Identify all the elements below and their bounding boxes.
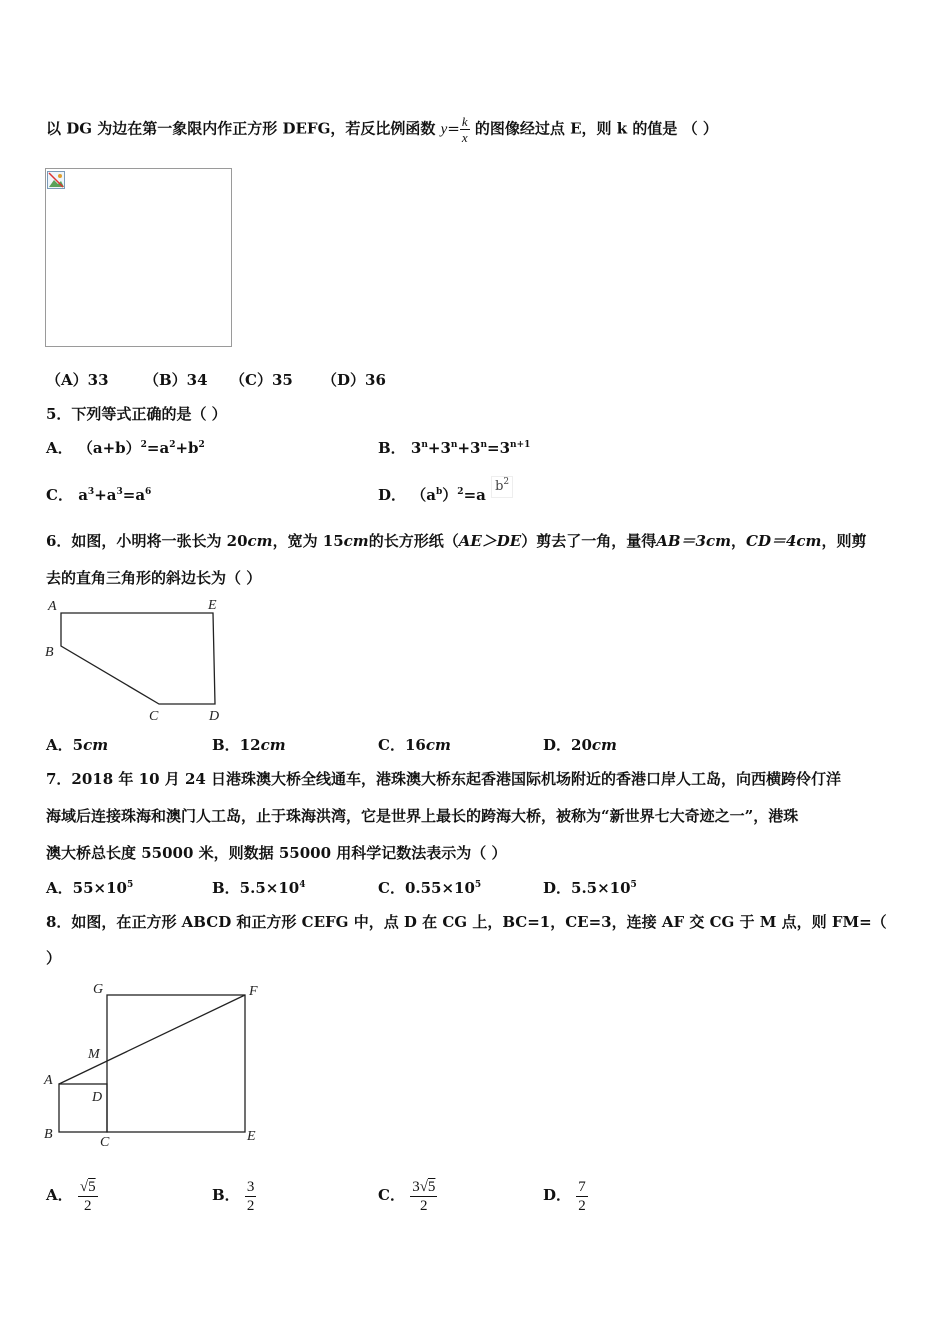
q6-label-b: B bbox=[45, 645, 54, 660]
q6-ae-de: AE＞DE bbox=[458, 532, 522, 550]
q6-line-2: 去的直角三角形的斜边长为（ ） bbox=[46, 569, 262, 587]
q6-ab: AB＝3 bbox=[656, 532, 706, 550]
q8-b-numerator: 3 bbox=[246, 1178, 255, 1195]
q7-d-exp: 5 bbox=[630, 880, 637, 890]
q5-a-exp3: 2 bbox=[198, 440, 205, 450]
q8-c-label: C． bbox=[378, 1186, 405, 1204]
q6-l1b: ，宽为 15 bbox=[272, 532, 344, 550]
q6-l1a: 6．如图，小明将一张长为 20 bbox=[46, 532, 248, 550]
q8-option-c[interactable] bbox=[378, 1172, 437, 1218]
sqrt-icon: √ bbox=[419, 1178, 428, 1195]
q5-option-c[interactable] bbox=[46, 485, 151, 505]
q5-c-label: C． bbox=[46, 486, 73, 504]
q5-c-t2: +a bbox=[94, 486, 117, 504]
q6-option-a[interactable] bbox=[46, 735, 108, 755]
q8-d-numerator: 7 bbox=[578, 1178, 586, 1195]
q6-label-a: A bbox=[48, 599, 57, 614]
q8-label-a: A bbox=[44, 1073, 53, 1088]
q7-option-c[interactable] bbox=[378, 878, 481, 898]
q8-c-denominator: 2 bbox=[420, 1197, 428, 1214]
q4-option-b[interactable]: （B）34 bbox=[144, 371, 208, 389]
q5-b-e2: n bbox=[450, 440, 458, 450]
q5-option-a[interactable] bbox=[46, 438, 205, 458]
q8-d-label: D． bbox=[543, 1186, 572, 1204]
q8-option-b[interactable] bbox=[212, 1172, 256, 1218]
q7-b-exp: 4 bbox=[299, 880, 306, 890]
q5-c-t3: =a bbox=[122, 486, 146, 504]
q4-function-fraction bbox=[460, 114, 470, 145]
q7-line-2: 海域后连接珠海和澳门人工岛，止于珠海洪湾，它是世界上最长的跨海大桥，被称为“新世界七大奇迹之一”，港珠 bbox=[46, 807, 799, 825]
q5-d-t1: （a bbox=[411, 486, 436, 504]
q8-figure bbox=[40, 974, 270, 1154]
q7-option-b[interactable] bbox=[212, 878, 305, 898]
q8-c-numerator bbox=[410, 1178, 437, 1197]
q6-cm-2: cm bbox=[343, 532, 369, 550]
q6-option-d[interactable] bbox=[543, 735, 617, 755]
sqrt-icon: √ bbox=[79, 1178, 89, 1195]
q4-function-y: y bbox=[440, 121, 448, 138]
q6-d-unit: cm bbox=[591, 736, 617, 754]
q6-figure bbox=[40, 593, 240, 725]
q6-cm-1: cm bbox=[247, 532, 273, 550]
q5-b-e4: n+1 bbox=[510, 440, 531, 450]
q5-a-rest: =a bbox=[146, 439, 170, 457]
q7-a-base: A．55×10 bbox=[46, 879, 127, 897]
q6-label-d: D bbox=[209, 709, 220, 724]
q5-a-plus: +b bbox=[175, 439, 199, 457]
q8-option-a[interactable] bbox=[46, 1172, 98, 1218]
q8-c-radicand: 5 bbox=[427, 1178, 436, 1195]
q5-d-t3: =a bbox=[463, 486, 486, 504]
q7-a-exp: 5 bbox=[126, 880, 134, 890]
q7-d-base: D．5.5×10 bbox=[543, 879, 631, 897]
q5-a-base: （a+b） bbox=[77, 439, 141, 457]
q5-b-t3: +3 bbox=[457, 439, 481, 457]
q6-b-unit: cm bbox=[260, 736, 286, 754]
broken-image-icon bbox=[47, 171, 65, 189]
q6-l1d: ）剪去了一角，量得 bbox=[521, 532, 657, 550]
q8-d-denominator: 2 bbox=[578, 1197, 586, 1214]
q6-figure-pentagon bbox=[61, 613, 215, 704]
q7-c-exp: 5 bbox=[474, 880, 482, 890]
q4-function-eq: = bbox=[447, 119, 460, 138]
q7-c-base: C．0.55×10 bbox=[378, 879, 475, 897]
q4-option-a[interactable]: （A）33 bbox=[46, 371, 109, 389]
q5-d-label: D． bbox=[378, 486, 407, 504]
q5-c-e2: 3 bbox=[116, 487, 123, 497]
q6-label-c: C bbox=[149, 709, 159, 724]
q6-cd: CD＝4 bbox=[746, 532, 797, 550]
q5-b-e3: n bbox=[480, 440, 488, 450]
q5-d-t2: ） bbox=[442, 486, 458, 504]
q8-a-label: A． bbox=[46, 1186, 73, 1204]
q6-d-label: D．20 bbox=[543, 736, 592, 754]
q4-option-d[interactable]: （D）36 bbox=[322, 371, 386, 389]
q8-line-2: ） bbox=[46, 949, 62, 967]
q5-c-e3: 6 bbox=[145, 487, 152, 497]
q6-l1e: ， bbox=[731, 532, 747, 550]
q6-option-c[interactable] bbox=[378, 735, 451, 755]
q6-option-b[interactable] bbox=[212, 735, 286, 755]
q5-a-exp2: 2 bbox=[169, 440, 176, 450]
q6-l1c: 的长方形纸（ bbox=[368, 532, 459, 550]
q6-c-label: C．16 bbox=[378, 736, 426, 754]
q5-d-e1: b bbox=[435, 487, 443, 497]
q5-d-e2: 2 bbox=[457, 487, 464, 497]
q8-a-fraction bbox=[78, 1178, 98, 1215]
q4-stem-part-a: 以 DG 为边在第一象限内作正方形 DEFG，若反比例函数 bbox=[46, 119, 436, 138]
q6-a-unit: cm bbox=[83, 736, 109, 754]
q5-b-t4: =3 bbox=[487, 439, 511, 457]
q7-option-a[interactable] bbox=[46, 878, 133, 898]
q8-a-radicand: 5 bbox=[88, 1178, 96, 1195]
q6-c-unit: cm bbox=[425, 736, 451, 754]
q5-a-exp1: 2 bbox=[140, 440, 147, 450]
q8-line-1: 8．如图，在正方形 ABCD 和正方形 CEFG 中，点 D 在 CG 上，BC=1，CE=3，连接 AF 交 CG 于 M 点，则 FM=（ bbox=[46, 913, 887, 931]
q4-frac-k: k bbox=[461, 114, 468, 129]
q8-label-g: G bbox=[93, 982, 104, 997]
q8-d-fraction bbox=[576, 1178, 588, 1215]
q4-frac-x: x bbox=[461, 130, 468, 145]
q8-line-af bbox=[59, 995, 245, 1084]
q8-b-denominator: 2 bbox=[246, 1197, 255, 1214]
q6-label-e: E bbox=[208, 598, 217, 613]
q5-option-b[interactable] bbox=[378, 438, 530, 458]
q8-label-b: B bbox=[44, 1127, 53, 1142]
q5-a-label: A． bbox=[46, 439, 73, 457]
q5-option-d[interactable] bbox=[378, 477, 513, 508]
q6-cm-3: cm bbox=[706, 532, 732, 550]
q5-stem: 5．下列等式正确的是（ ） bbox=[46, 405, 227, 423]
q5-d-e3: b bbox=[495, 479, 504, 494]
q4-figure-image-placeholder bbox=[45, 168, 232, 347]
q8-option-d[interactable] bbox=[543, 1172, 588, 1218]
q5-d-exponent-image bbox=[491, 476, 513, 498]
q8-label-e: E bbox=[247, 1129, 256, 1144]
q4-stem bbox=[46, 114, 718, 145]
q8-a-numerator bbox=[78, 1178, 98, 1197]
q8-b-label: B． bbox=[212, 1186, 240, 1204]
q5-b-e1: n bbox=[421, 440, 428, 450]
q6-l1f: ，则剪 bbox=[821, 532, 867, 550]
q7-option-d[interactable] bbox=[543, 878, 637, 898]
q5-b-t2: +3 bbox=[427, 439, 451, 457]
q5-b-label: B． bbox=[378, 439, 406, 457]
q5-b-t1: 3 bbox=[410, 439, 422, 457]
q8-c-fraction bbox=[410, 1178, 437, 1215]
q7-line-1: 7．2018 年 10 月 24 日港珠澳大桥全线通车，港珠澳大桥东起香港国际机场附近的香港口岸人工岛，向西横跨伶仃洋 bbox=[46, 770, 842, 788]
q8-b-fraction bbox=[245, 1178, 257, 1215]
q8-square-cefg bbox=[107, 995, 245, 1132]
q4-stem-part-b: 的图像经过点 E，则 k 的值是 （ ） bbox=[474, 119, 718, 138]
q4-option-c[interactable]: （C）35 bbox=[230, 371, 293, 389]
q5-d-e3b: 2 bbox=[503, 477, 510, 487]
q5-c-e1: 3 bbox=[87, 487, 95, 497]
q6-cm-4: cm bbox=[796, 532, 822, 550]
q6-line-1 bbox=[46, 531, 866, 551]
q8-c-coef: 3 bbox=[412, 1178, 420, 1195]
q8-label-f: F bbox=[249, 984, 258, 999]
q8-a-denominator: 2 bbox=[83, 1197, 92, 1214]
q7-line-3: 澳大桥总长度 55000 米，则数据 55000 用科学记数法表示为（ ） bbox=[46, 844, 507, 862]
q8-label-d: D bbox=[92, 1090, 103, 1105]
q8-label-m: M bbox=[88, 1047, 100, 1062]
q6-a-label: A．5 bbox=[46, 736, 84, 754]
q5-c-t1: a bbox=[78, 486, 88, 504]
q8-label-c: C bbox=[100, 1135, 110, 1150]
q6-b-label: B．12 bbox=[212, 736, 261, 754]
q7-b-base: B．5.5×10 bbox=[212, 879, 300, 897]
